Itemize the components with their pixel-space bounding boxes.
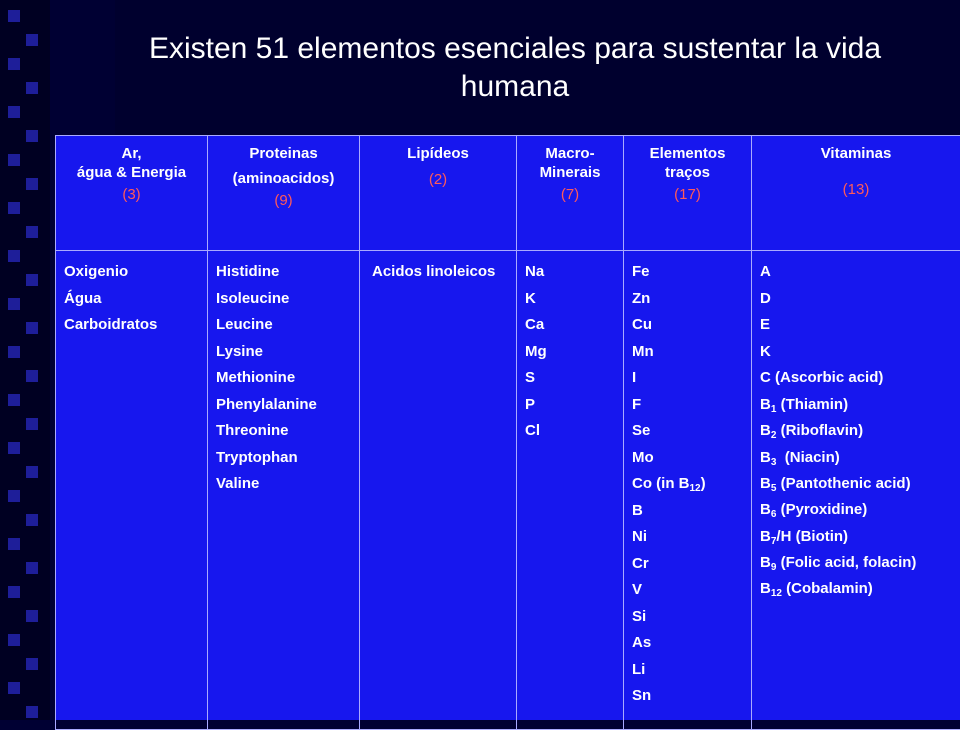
col-proteinas bbox=[208, 251, 360, 730]
list-item: Tryptophan bbox=[216, 445, 351, 472]
header-count: (17) bbox=[632, 186, 743, 203]
item-text: ) bbox=[701, 475, 706, 492]
header-tracos bbox=[624, 136, 752, 251]
list-item: Ni bbox=[632, 524, 743, 551]
list-item bbox=[760, 392, 952, 419]
list-item: Li bbox=[632, 657, 743, 684]
list-item bbox=[760, 339, 952, 366]
header-lipideos bbox=[360, 136, 517, 251]
item-text: (Niacin) bbox=[776, 449, 839, 466]
decorative-square bbox=[8, 394, 20, 406]
item-text: B bbox=[760, 554, 771, 571]
nutrients-table bbox=[55, 135, 960, 730]
header-label: (aminoacidos) bbox=[216, 169, 351, 188]
list-item: F bbox=[632, 392, 743, 419]
item-text: B bbox=[760, 449, 771, 466]
decorative-square bbox=[26, 418, 38, 430]
item-text: C (Ascorbic acid) bbox=[760, 369, 883, 386]
decorative-square bbox=[26, 610, 38, 622]
list-item bbox=[760, 475, 952, 493]
item-text: B bbox=[760, 528, 771, 545]
decorative-square bbox=[8, 586, 20, 598]
list-item bbox=[760, 418, 952, 445]
item-text: (Cobalamin) bbox=[782, 580, 873, 597]
header-count: (9) bbox=[216, 192, 351, 209]
list-item bbox=[760, 445, 952, 472]
list-item: B bbox=[632, 498, 743, 525]
decorative-square bbox=[26, 514, 38, 526]
header-label: Ar, bbox=[64, 144, 199, 163]
list-item: Oxigenio bbox=[64, 259, 199, 286]
subscript: 1 bbox=[771, 404, 777, 415]
list-item bbox=[760, 312, 952, 339]
header-count: (3) bbox=[64, 186, 199, 203]
item-text: (Pantothenic acid) bbox=[776, 475, 910, 492]
decorative-square bbox=[8, 106, 20, 118]
list-item: P bbox=[525, 392, 615, 419]
decorative-square bbox=[8, 682, 20, 694]
item-text: E bbox=[760, 316, 770, 333]
list-item: Mg bbox=[525, 339, 615, 366]
item-text: (Pyroxidine) bbox=[776, 501, 867, 518]
list-item bbox=[760, 524, 952, 551]
list-item: Methionine bbox=[216, 365, 351, 392]
list-item: Isoleucine bbox=[216, 286, 351, 313]
header-label: água & Energia bbox=[64, 163, 199, 182]
decorative-square bbox=[8, 490, 20, 502]
decorative-square bbox=[8, 10, 20, 22]
header-row bbox=[56, 136, 960, 251]
list-item bbox=[760, 259, 952, 286]
list-item: Carboidratos bbox=[64, 312, 199, 339]
decorative-square bbox=[26, 562, 38, 574]
header-label: Proteinas bbox=[216, 144, 351, 163]
item-text: (Folic acid, folacin) bbox=[776, 554, 916, 571]
list-item bbox=[760, 286, 952, 313]
decorative-square bbox=[26, 322, 38, 334]
list-item: Threonine bbox=[216, 418, 351, 445]
header-count: (2) bbox=[368, 171, 508, 188]
item-text: B bbox=[760, 396, 771, 413]
subscript: 2 bbox=[771, 430, 777, 441]
item-text: /H (Biotin) bbox=[776, 528, 848, 545]
header-label: Macro-Minerais bbox=[525, 144, 615, 182]
list-item: Cl bbox=[525, 418, 615, 445]
decorative-square bbox=[26, 130, 38, 142]
list-item bbox=[760, 554, 952, 572]
item-text: (Thiamin) bbox=[776, 396, 848, 413]
list-item: Lysine bbox=[216, 339, 351, 366]
header-count: (7) bbox=[525, 186, 615, 203]
decorative-square bbox=[8, 442, 20, 454]
decorative-square bbox=[8, 538, 20, 550]
list-item: Acidos linoleicos bbox=[368, 263, 508, 281]
col-vitaminas bbox=[752, 251, 960, 730]
decorative-square bbox=[8, 58, 20, 70]
list-item: Phenylalanine bbox=[216, 392, 351, 419]
decorative-square bbox=[26, 658, 38, 670]
list-item: V bbox=[632, 577, 743, 604]
item-text: (Riboflavin) bbox=[776, 422, 863, 439]
list-item: Si bbox=[632, 604, 743, 631]
item-text: B bbox=[760, 580, 771, 597]
header-label: Elementos traços bbox=[632, 144, 743, 182]
list-item: K bbox=[525, 286, 615, 313]
decorative-square bbox=[8, 202, 20, 214]
header-vitaminas bbox=[752, 136, 960, 251]
title-band-dark bbox=[50, 0, 115, 135]
list-item: Mo bbox=[632, 445, 743, 472]
item-text: B bbox=[760, 422, 771, 439]
item-text: B bbox=[760, 475, 771, 492]
decorative-square bbox=[8, 154, 20, 166]
decorative-square bbox=[26, 82, 38, 94]
header-proteinas bbox=[208, 136, 360, 251]
list-item: Cu bbox=[632, 312, 743, 339]
list-item: Leucine bbox=[216, 312, 351, 339]
subscript: 3 bbox=[771, 457, 777, 468]
list-item: Fe bbox=[632, 259, 743, 286]
subscript: 9 bbox=[771, 562, 777, 573]
item-text: Co (in B bbox=[632, 475, 690, 492]
list-item: Valine bbox=[216, 471, 351, 498]
list-item: As bbox=[632, 630, 743, 657]
list-item: Água bbox=[64, 286, 199, 313]
list-item: Histidine bbox=[216, 259, 351, 286]
header-count: (13) bbox=[760, 181, 952, 198]
list-item: Mn bbox=[632, 339, 743, 366]
list-item: Zn bbox=[632, 286, 743, 313]
subscript: 6 bbox=[771, 509, 777, 520]
decorative-square bbox=[26, 178, 38, 190]
list-item bbox=[760, 497, 952, 524]
list-item: Cr bbox=[632, 551, 743, 578]
decorative-square bbox=[8, 250, 20, 262]
col-lipideos bbox=[360, 251, 517, 730]
decorative-square bbox=[8, 634, 20, 646]
col-macro bbox=[517, 251, 624, 730]
list-item bbox=[760, 576, 952, 603]
col-tracos bbox=[624, 251, 752, 730]
decorative-square bbox=[26, 466, 38, 478]
decorative-square bbox=[26, 370, 38, 382]
decorative-square bbox=[26, 274, 38, 286]
list-item bbox=[632, 471, 743, 498]
item-text: B bbox=[760, 501, 771, 518]
list-item bbox=[760, 365, 952, 392]
list-item: I bbox=[632, 365, 743, 392]
item-text: K bbox=[760, 343, 771, 360]
subscript: 5 bbox=[771, 483, 777, 494]
content-row bbox=[56, 251, 960, 730]
list-item: Ca bbox=[525, 312, 615, 339]
page-title: Existen 51 elementos esenciales para sustentar la vida humana bbox=[115, 30, 915, 106]
header-ar bbox=[56, 136, 208, 251]
subscript: 12 bbox=[771, 588, 782, 599]
list-item: Sn bbox=[632, 683, 743, 710]
list-item: Se bbox=[632, 418, 743, 445]
col-ar bbox=[56, 251, 208, 730]
header-label: Vitaminas bbox=[760, 144, 952, 163]
decorative-square bbox=[8, 298, 20, 310]
decorative-square bbox=[26, 706, 38, 718]
list-item: Na bbox=[525, 259, 615, 286]
header-label: Lipídeos bbox=[368, 144, 508, 163]
item-text: D bbox=[760, 290, 771, 307]
decorative-square bbox=[26, 226, 38, 238]
header-macro bbox=[517, 136, 624, 251]
subscript: 12 bbox=[690, 483, 701, 494]
subscript: 7 bbox=[771, 536, 777, 547]
decorative-square bbox=[26, 34, 38, 46]
list-item: S bbox=[525, 365, 615, 392]
decorative-square bbox=[8, 346, 20, 358]
item-text: A bbox=[760, 263, 771, 280]
nutrients-table-wrap bbox=[55, 135, 960, 720]
